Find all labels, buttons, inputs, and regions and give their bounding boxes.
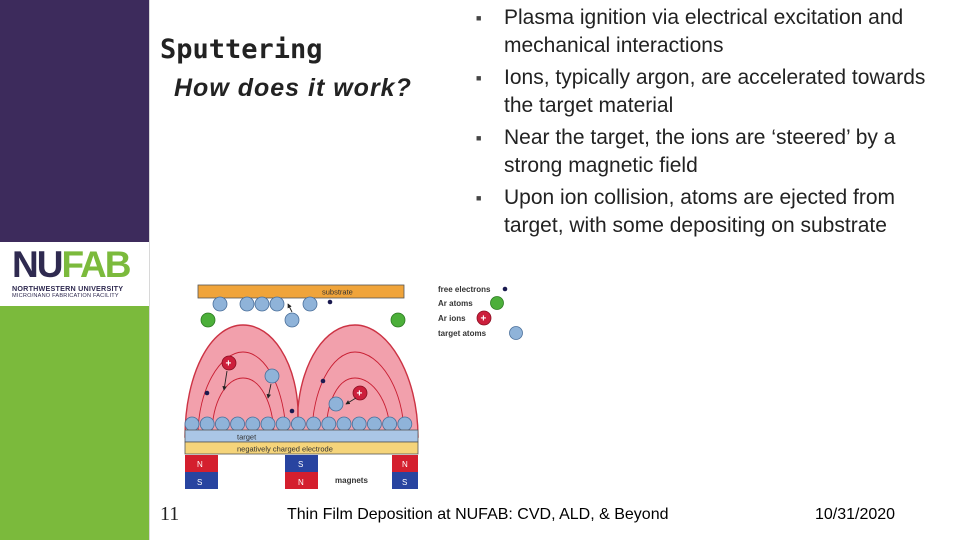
footer-date: 10/31/2020 xyxy=(815,506,896,523)
bullet-square-icon: ■ xyxy=(476,193,482,203)
target-atom xyxy=(383,417,397,431)
ar-ion xyxy=(353,386,367,400)
target-atom xyxy=(337,417,351,431)
footer-title: Thin Film Deposition at NUFAB: CVD, ALD, & Beyond xyxy=(287,506,669,523)
legend-label: Ar ions xyxy=(438,314,466,323)
free-electron xyxy=(205,391,210,396)
sidebar-divider xyxy=(149,0,150,540)
pole-label: S xyxy=(197,478,203,487)
target-label: target xyxy=(237,432,257,442)
free-electron xyxy=(290,409,295,414)
substrate-label: substrate xyxy=(322,287,353,297)
ar-ion-icon xyxy=(477,311,491,325)
magnets-label: magnets xyxy=(335,476,368,485)
electrode-label: negatively charged electrode xyxy=(237,444,333,454)
bullet-square-icon: ■ xyxy=(476,13,482,23)
ion-sign: + xyxy=(225,358,232,370)
logo-fab: FAB xyxy=(61,244,130,285)
target-atom xyxy=(398,417,412,431)
ejected-atom xyxy=(265,369,279,383)
target-atom xyxy=(307,417,321,431)
pole-label: S xyxy=(402,478,408,487)
logo-line2: MICRO/NANO FABRICATION FACILITY xyxy=(12,293,119,299)
target-atom xyxy=(246,417,260,431)
free-electron xyxy=(321,379,326,384)
ar-atom xyxy=(391,313,405,327)
ejected-atom xyxy=(285,313,299,327)
pole-label: S xyxy=(298,460,304,469)
ion-sign: + xyxy=(356,388,363,400)
logo-nu: NU xyxy=(12,244,62,285)
target-atom xyxy=(215,417,229,431)
bullet-text: Plasma ignition via electrical excitation and mechanical interactions xyxy=(504,6,904,57)
target-atom xyxy=(276,417,290,431)
bullet-square-icon: ■ xyxy=(476,73,482,83)
sputtering-diagram xyxy=(180,280,530,498)
target-atom xyxy=(231,417,245,431)
ar-atom-icon xyxy=(491,297,504,310)
magnet-right xyxy=(392,455,418,489)
ejection-arrow xyxy=(288,304,292,312)
bullet-text: Near the target, the ions are ‘steered’ by a strong magnetic field xyxy=(504,126,896,177)
slide-number: 11 xyxy=(160,503,180,525)
target-atom xyxy=(367,417,381,431)
target-atom xyxy=(200,417,214,431)
pole-label: N xyxy=(197,460,203,469)
ar-atom xyxy=(201,313,215,327)
sidebar-purple-block xyxy=(0,0,150,242)
legend-label: Ar atoms xyxy=(438,299,473,308)
free-electron xyxy=(328,300,333,305)
slide-title: Sputtering xyxy=(160,34,323,65)
logo-wordmark xyxy=(12,246,146,283)
magnet-left xyxy=(185,455,218,489)
target-atom xyxy=(322,417,336,431)
sidebar-green-block xyxy=(0,306,150,540)
deposited-atoms xyxy=(213,297,317,311)
pole-label: N xyxy=(298,478,304,487)
bullet-square-icon: ■ xyxy=(476,133,482,143)
bullet-item xyxy=(476,124,954,180)
target-atom xyxy=(185,417,199,431)
bullet-item xyxy=(476,64,954,120)
legend-label: target atoms xyxy=(438,329,487,338)
substrate-bar xyxy=(198,285,404,298)
target-atom xyxy=(291,417,305,431)
bullet-item xyxy=(476,184,954,240)
legend xyxy=(438,285,523,340)
magnet-center xyxy=(285,455,318,489)
slide-subtitle: How does it work? xyxy=(174,74,412,102)
bullet-text: Ions, typically argon, are accelerated towards the target material xyxy=(504,66,926,117)
bullet-text: Upon ion collision, atoms are ejected from target, with some depositing on substrate xyxy=(504,186,896,237)
ar-ion xyxy=(222,356,236,370)
bullet-item xyxy=(476,4,954,60)
ion-sign: + xyxy=(480,313,487,325)
target-atom-icon xyxy=(510,327,523,340)
ejected-atom xyxy=(329,397,343,411)
legend-label: free electrons xyxy=(438,285,491,294)
pole-label: N xyxy=(402,460,408,469)
nufab-logo xyxy=(12,246,146,306)
logo-line1: NORTHWESTERN UNIVERSITY xyxy=(12,284,124,293)
target-bar xyxy=(185,430,418,442)
target-atom xyxy=(352,417,366,431)
electron-dot-icon xyxy=(503,287,508,292)
target-atom-row xyxy=(185,417,412,431)
bullet-list xyxy=(476,4,954,244)
target-atom xyxy=(261,417,275,431)
